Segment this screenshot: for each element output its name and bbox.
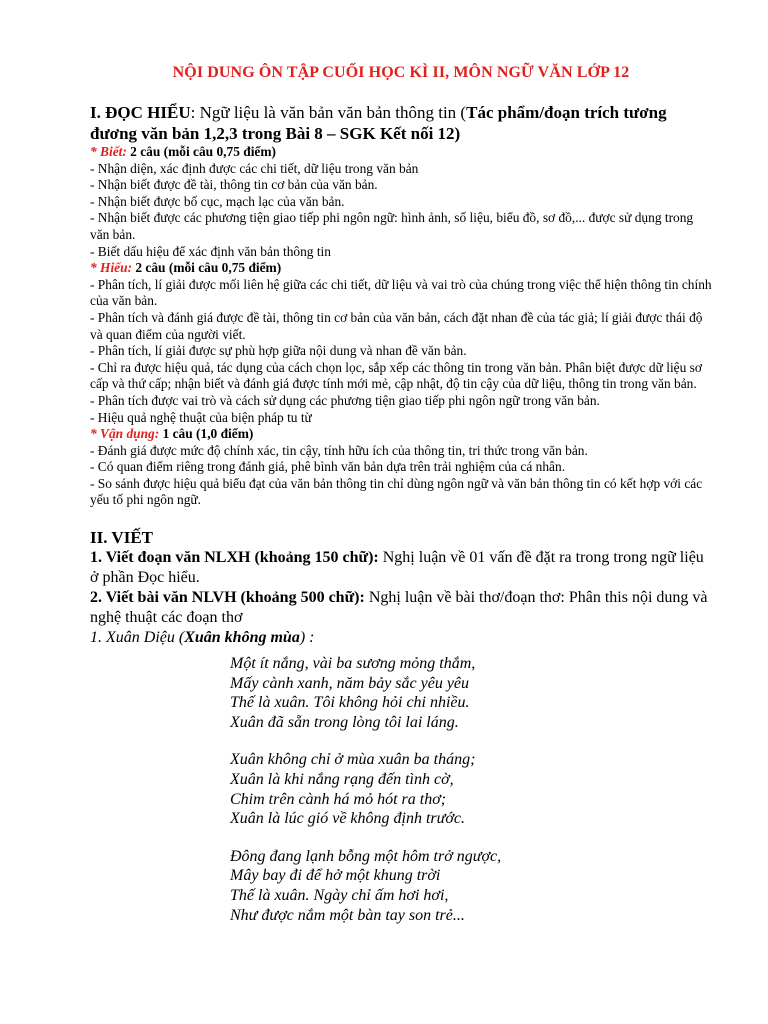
poem-line: Xuân không chỉ ở mùa xuân ba tháng;: [230, 751, 476, 769]
poem-stanza: [230, 847, 712, 925]
poem-ref-prefix: 1. Xuân Diệu (: [90, 629, 185, 647]
poem-line: Xuân là khi nắng rạng đến tình cờ,: [230, 771, 454, 789]
poem-reference: [90, 628, 712, 648]
list-item: - Nhận biết được bố cục, mạch lạc của văn bản.: [90, 193, 345, 209]
poem-line: Xuân đã sẵn trong lòng tôi lai láng.: [230, 713, 459, 731]
writing-item-2-text: Nghị luận về bài thơ/đoạn thơ: Phân this nội dung và nghệ thuật các đoạn thơ: [90, 589, 708, 627]
writing-item-2: [90, 588, 712, 628]
poem-stanza: [230, 654, 712, 732]
reading-group-apply: [90, 426, 712, 509]
list-item: - Nhận diện, xác định được các chi tiết, dữ liệu trong văn bản: [90, 160, 419, 176]
poem-stanza: [230, 750, 712, 828]
list-item: - So sánh được hiệu quả biểu đạt của văn bản thông tin chỉ dùng ngôn ngữ và văn bản thông tin có kết hợp với các yếu tố phi ngôn ngữ.: [90, 475, 703, 508]
group-detail: 1 câu (1,0 điểm): [159, 426, 254, 442]
group-label: * Biết:: [90, 144, 127, 159]
group-detail: 2 câu (mỗi câu 0,75 điểm): [132, 260, 282, 276]
list-item: - Có quan điểm riêng trong đánh giá, phê bình văn bản dựa trên trải nghiệm của cá nhân.: [90, 459, 566, 475]
poem-line: Thế là xuân. Tôi không hỏi chi nhiều.: [230, 694, 470, 712]
section-writing-heading: II. VIẾT: [90, 528, 153, 548]
document-title: NỘI DUNG ÔN TẬP CUỐI HỌC KÌ II, MÔN NGỮ VĂN LỚP 12: [172, 64, 630, 81]
reading-group-understand: [90, 260, 712, 426]
poem-line: Thế là xuân. Ngày chỉ ấm hơi hơi,: [230, 887, 449, 904]
section-reading-desc: : Ngữ liệu là văn bản văn bản thông tin (: [190, 103, 467, 122]
list-item: - Biết dấu hiệu để xác định văn bản thông tin: [90, 243, 331, 259]
poem-line: Mây bay đi để hở một khung trời: [230, 867, 441, 885]
list-item: - Hiệu quả nghệ thuật của biện pháp tu từ: [90, 409, 312, 425]
section-reading-heading: [90, 102, 712, 144]
poem-ref-title: Xuân không mùa: [184, 629, 300, 647]
list-item: - Nhận biết được các phương tiện giao tiếp phi ngôn ngữ: hình ảnh, số liệu, biểu đồ, sơ đồ,... được sử dụng trong văn bản.: [90, 210, 694, 242]
group-heading: [90, 144, 712, 161]
group-heading: [90, 260, 712, 277]
poem-ref-suffix: ) :: [299, 629, 315, 647]
list-item: - Nhận biết được đề tài, thông tin cơ bản của văn bản.: [90, 177, 378, 193]
poem-line: Như được nắm một bàn tay son trẻ...: [230, 906, 465, 924]
section-reading-label: I. ĐỌC HIỂU: [90, 103, 191, 122]
group-label: * Hiểu:: [90, 260, 133, 276]
poem-line: Chim trên cành há mỏ hót ra thơ;: [230, 790, 447, 808]
writing-item-2-label: 2. Viết bài văn NLVH (khoảng 500 chữ):: [90, 589, 365, 607]
writing-item-1-label: 1. Viết đoạn văn NLXH (khoảng 150 chữ):: [90, 549, 379, 567]
writing-item-1-text: Nghị luận về 01 vấn đề đặt ra trong trong ngữ liệu ở phần Đọc hiểu.: [90, 549, 704, 587]
list-item: - Đánh giá được mức độ chính xác, tin cậy, tính hữu ích của thông tin, tri thức trong văn bản.: [90, 442, 588, 458]
list-item: - Chỉ ra được hiệu quả, tác dụng của cách chọn lọc, sắp xếp các thông tin trong văn bản. Phân biệt được dữ liệu sơ cấp và thứ cấp; nhận biết và đánh giá được tính mới mẻ, cập nhật, độ tin cậy của dữ liệu, thông tin trong văn bản.: [90, 359, 702, 392]
list-item: - Phân tích, lí giải được mối liên hệ giữa các chi tiết, dữ liệu và vai trò của chúng trong việc thể hiện thông tin chính của văn bản.: [90, 276, 712, 309]
poem-body: [230, 654, 712, 925]
section-reading-source: Tác phẩm/đoạn trích tương đương văn bản 1,2,3 trong Bài 8 – SGK Kết nối 12): [90, 103, 667, 143]
writing-item-1: [90, 548, 712, 588]
list-item: - Phân tích được vai trò và cách sử dụng các phương tiện giao tiếp phi ngôn ngữ trong văn bản.: [90, 392, 600, 408]
reading-group-know: [90, 144, 712, 260]
poem-line: Đông đang lạnh bỗng một hôm trở ngược,: [230, 847, 502, 865]
poem-line: Một ít nắng, vài ba sương mỏng thắm,: [230, 655, 476, 673]
list-item: - Phân tích và đánh giá được đề tài, thông tin cơ bản của văn bản, cách đặt nhan đề của tác giả; lí giải được thái độ và quan điểm của người viết.: [90, 309, 703, 342]
group-label: * Vận dụng:: [90, 426, 160, 442]
group-heading: [90, 426, 712, 443]
list-item: - Phân tích, lí giải được sự phù hợp giữa nội dung và nhan đề văn bản.: [90, 343, 467, 359]
poem-line: Xuân là lúc gió về không định trước.: [230, 810, 465, 828]
poem-line: Mấy cành xanh, năm bảy sắc yêu yêu: [230, 674, 470, 692]
group-detail: 2 câu (mỗi câu 0,75 điểm): [126, 144, 276, 159]
